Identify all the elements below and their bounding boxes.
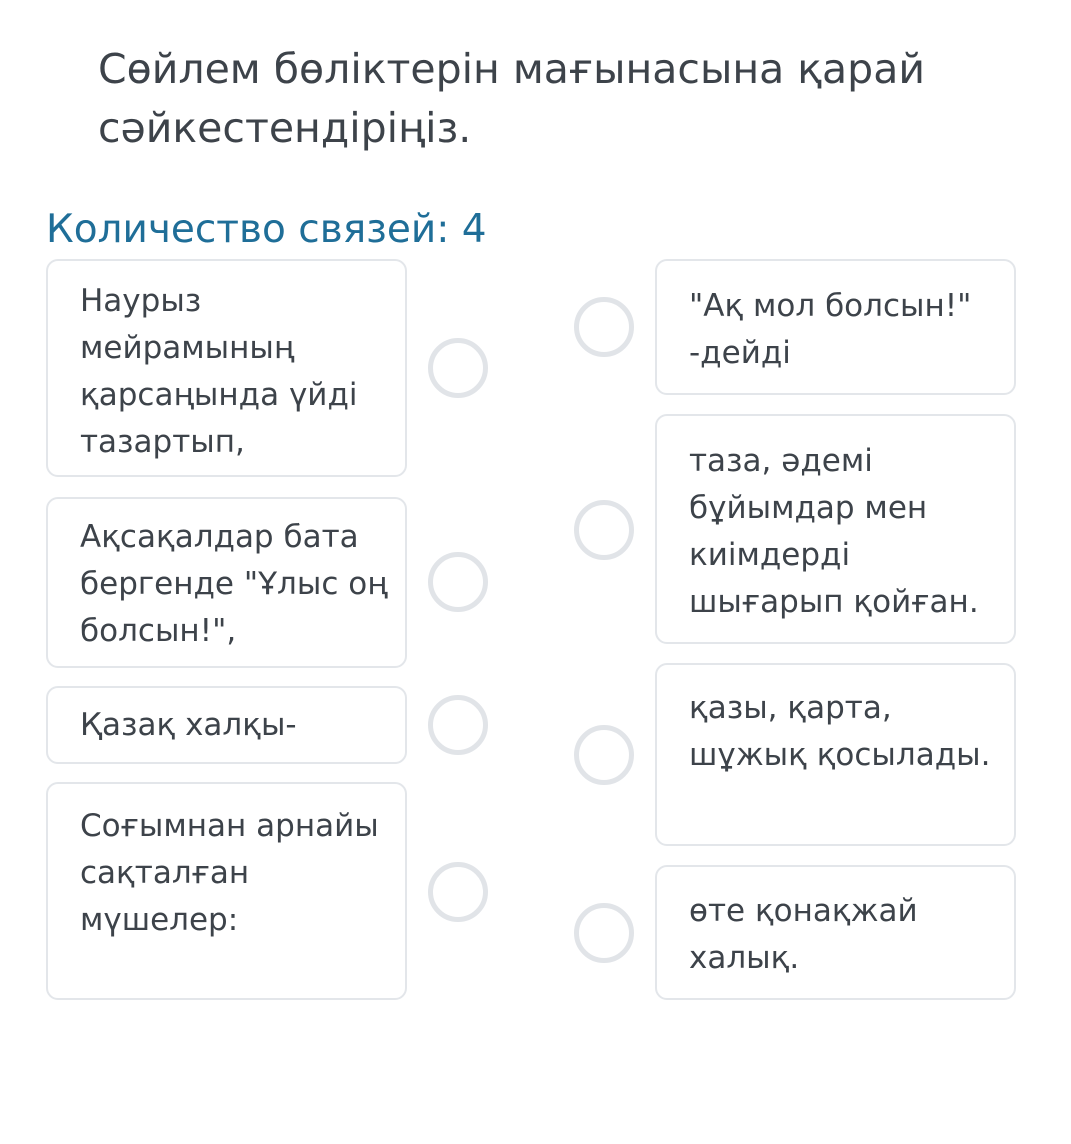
right-item-4[interactable] (655, 865, 1016, 1000)
left-item-text: Соғымнан арнайы сақталған мүшелер: (80, 808, 379, 938)
left-item-text: Ақсақалдар бата бергенде "Ұлыс оң болсын!", (80, 519, 388, 649)
left-connector-dot-2[interactable] (428, 552, 488, 612)
right-item-text: таза, әдемі бұйымдар мен киімдерді шығарып қойған. (689, 443, 979, 620)
left-item-4[interactable] (46, 782, 407, 1000)
left-item-3[interactable] (46, 686, 407, 764)
left-connector-dot-3[interactable] (428, 695, 488, 755)
left-item-text: Наурыз мейрамының қарсаңында үйді тазартып, (80, 283, 358, 460)
right-connector-dot-4[interactable] (574, 903, 634, 963)
connections-count: Количество связей: 4 (46, 207, 487, 252)
left-connector-dot-4[interactable] (428, 862, 488, 922)
right-connector-dot-2[interactable] (574, 500, 634, 560)
left-connector-dot-1[interactable] (428, 338, 488, 398)
right-item-text: "Ақ мол болсын!" -дейді (689, 288, 972, 371)
left-item-1[interactable] (46, 259, 407, 477)
right-connector-dot-3[interactable] (574, 725, 634, 785)
right-item-3[interactable] (655, 663, 1016, 846)
right-connector-dot-1[interactable] (574, 297, 634, 357)
left-item-2[interactable] (46, 497, 407, 668)
right-item-2[interactable] (655, 414, 1016, 644)
question-title: Сөйлем бөліктерін мағынасына қарай сәйкестендіріңіз. (98, 45, 925, 152)
left-item-text: Қазақ халқы- (80, 707, 297, 743)
right-item-1[interactable] (655, 259, 1016, 395)
right-item-text: қазы, қарта, шұжық қосылады. (689, 690, 991, 773)
right-item-text: өте қонақжай халық. (689, 893, 918, 976)
